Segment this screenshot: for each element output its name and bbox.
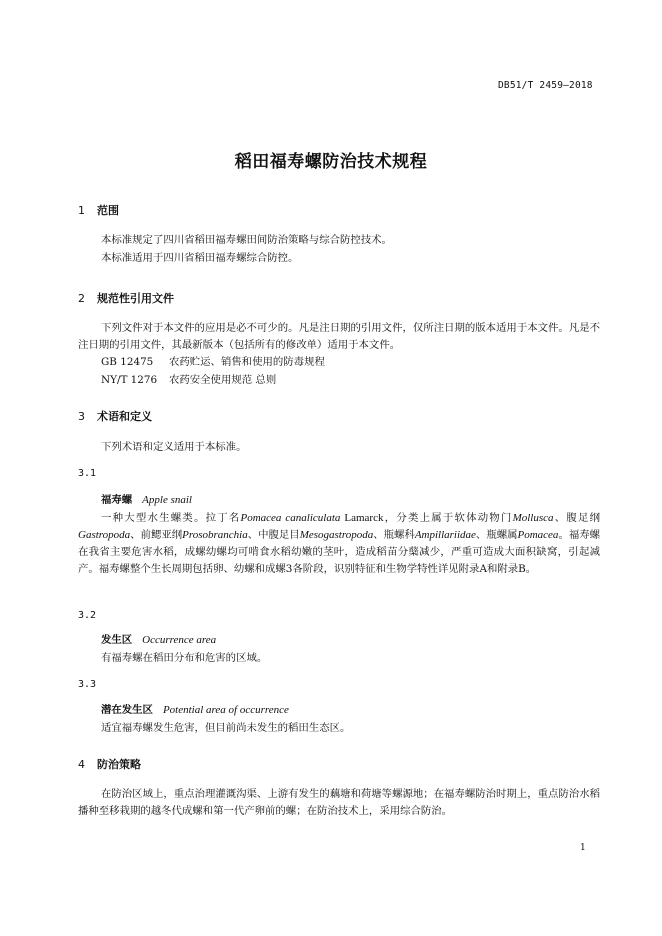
term-number: 3.1 [78,468,97,479]
section-1-heading [78,202,119,218]
section-number: 2 [78,292,85,305]
term-definition: 一种大型水生螺类。拉丁名Pomacea canaliculata Lamarck，分类上属于软体动物门Mollusca、腹足纲Gastropoda、前鳃亚纲Prosobranchia、中腹足目Mesogastropoda、瓶螺科Ampillariidae、瓶螺属Pomacea。福寿螺在我省主要危害水稻，成螺幼螺均可啃食水稻幼嫩的茎叶，造成稻苗分蘖减少，严重可造成大面积缺窝，引起减产。福寿螺整个生长周期包括卵、幼螺和成螺3各阶段，识别特征和生物学特性详见附录A和附录B。 [78,512,601,575]
reference-code: GB 12475 [101,356,154,368]
section-2-heading [78,290,174,306]
term-en: Apple snail [142,494,192,506]
term-zh: 潜在发生区 [101,704,153,716]
paragraph: 在防治区域上，重点治理灌溉沟渠、上游有发生的藕塘和荷塘等螺源地；在福寿螺防治时期上，重点防治水稻播种至移栽期的越冬代成螺和第一代产卵前的螺；在防治技术上，采用综合防治。 [78,788,600,817]
term-heading [78,702,600,719]
paragraph: 下列术语和定义适用于本标准。 [101,441,247,453]
reference-title: 农药贮运、销售和使用的防毒规程 [169,356,325,368]
standard-code: DB51/T 2459—2018 [498,80,593,91]
paragraph: 本标准适用于四川省稻田福寿螺综合防控。 [101,252,299,264]
normative-reference [78,354,600,371]
section-3-heading [78,408,152,424]
page-number: 1 [580,843,586,853]
section-title: 防治策略 [97,758,141,771]
term-number: 3.3 [78,679,97,690]
paragraph: 下列文件对于本文件的应用是必不可少的。凡是注日期的引用文件，仅所注日期的版本适用于本文件。凡是不注日期的引用文件，其最新版本（包括所有的修改单）适用于本文件。 [78,322,600,351]
section-number: 1 [78,204,85,217]
reference-title: 农药安全使用规范 总则 [169,374,277,386]
section-title: 范围 [97,204,119,217]
term-zh: 发生区 [101,634,133,646]
document-title: 稻田福寿螺防治技术规程 [234,152,428,172]
section-title: 规范性引用文件 [97,292,174,305]
normative-reference [78,372,600,389]
term-en: Occurrence area [142,634,217,646]
section-title: 术语和定义 [97,410,152,423]
term-number: 3.2 [78,610,97,621]
term-heading [78,492,600,509]
term-en: Potential area of occurrence [162,704,289,716]
reference-code: NY/T 1276 [101,374,158,386]
section-number: 3 [78,410,85,423]
term-definition: 有福寿螺在稻田分布和危害的区域。 [101,652,268,664]
term-definition: 适宜福寿螺发生危害，但目前尚未发生的稻田生态区。 [101,722,351,734]
term-heading [78,632,600,649]
paragraph: 本标准规定了四川省稻田福寿螺田间防治策略与综合防控技术。 [101,234,392,246]
term-zh: 福寿螺 [101,494,133,506]
section-4-heading [78,756,141,772]
section-number: 4 [78,758,85,771]
